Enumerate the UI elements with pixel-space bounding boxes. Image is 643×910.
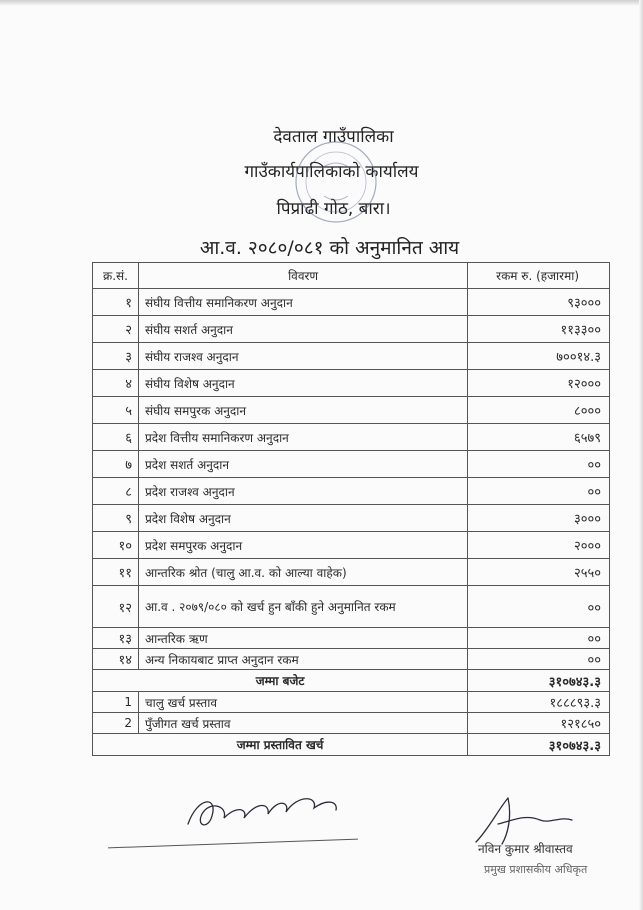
table-row bbox=[93, 316, 610, 343]
column-header-sn: क्र.सं. bbox=[93, 263, 139, 289]
total-budget-label: जम्मा बजेट bbox=[93, 670, 468, 692]
row-sn: १२ bbox=[93, 586, 139, 628]
row-sn: 2 bbox=[93, 713, 139, 734]
signatory-title: प्रमुख प्रशासकीय अधिकृत bbox=[484, 863, 588, 876]
row-description: संघीय राजश्व अनुदान bbox=[138, 343, 467, 370]
row-amount: ६५७९ bbox=[468, 424, 610, 451]
row-amount: २००० bbox=[468, 532, 610, 559]
table-row bbox=[93, 586, 610, 628]
row-sn: 1 bbox=[93, 692, 139, 713]
table-row bbox=[93, 649, 610, 670]
row-description: संघीय वित्तीय समानिकरण अनुदान bbox=[138, 289, 467, 316]
table-row bbox=[93, 478, 610, 505]
row-description: पुँजीगत खर्च प्रस्ताव bbox=[138, 713, 467, 734]
row-description: संघीय सशर्त अनुदान bbox=[138, 316, 467, 343]
row-description: आन्तरिक ऋण bbox=[138, 628, 467, 649]
row-amount: ७००१४.३ bbox=[468, 343, 610, 370]
row-description: प्रदेश वित्तीय समानिकरण अनुदान bbox=[138, 424, 467, 451]
row-description: प्रदेश विशेष अनुदान bbox=[138, 505, 467, 532]
table-row bbox=[93, 451, 610, 478]
row-sn: ११ bbox=[93, 559, 139, 586]
row-sn: ९ bbox=[93, 505, 139, 532]
handwritten-signature bbox=[178, 786, 348, 836]
row-amount: ०० bbox=[468, 628, 610, 649]
row-description: आ.व . २०७९/०८० को खर्च हुन बाँकी हुने अनुमानित रकम bbox=[138, 586, 467, 628]
municipality-name: देवताल गाउँपालिका bbox=[273, 127, 394, 147]
row-sn: ३ bbox=[93, 343, 139, 370]
column-header-description: विवरण bbox=[138, 263, 467, 289]
row-description: प्रदेश राजश्व अनुदान bbox=[138, 478, 467, 505]
total-proposed-row bbox=[93, 734, 610, 756]
row-sn: १३ bbox=[93, 628, 139, 649]
total-proposed-label: जम्मा प्रस्तावित खर्च bbox=[93, 734, 468, 756]
row-sn: २ bbox=[93, 316, 139, 343]
table-row bbox=[93, 692, 610, 713]
row-description: अन्य निकायबाट प्राप्त अनुदान रकम bbox=[138, 649, 467, 670]
row-amount: ०० bbox=[468, 478, 610, 505]
document-title: आ.व. २०८०/०८१ को अनुमानित आय bbox=[199, 237, 460, 259]
table-row bbox=[93, 713, 610, 734]
office-name: गाउँकार्यपालिकाको कार्यालय bbox=[244, 162, 419, 182]
total-budget-row bbox=[93, 670, 610, 692]
row-sn: ४ bbox=[93, 370, 139, 397]
row-sn: १० bbox=[93, 532, 139, 559]
scan-edge bbox=[0, 0, 643, 6]
row-description: प्रदेश समपुरक अनुदान bbox=[138, 532, 467, 559]
row-sn: १४ bbox=[93, 649, 139, 670]
signatory-name: नविन कुमार श्रीवास्तव bbox=[478, 842, 573, 856]
row-amount: ८००० bbox=[468, 397, 610, 424]
table-row bbox=[93, 289, 610, 316]
total-budget-amount: ३१०७४३.३ bbox=[468, 670, 610, 692]
row-amount: ०० bbox=[468, 451, 610, 478]
row-description: प्रदेश सशर्त अनुदान bbox=[138, 451, 467, 478]
signature-line bbox=[108, 839, 358, 849]
row-description: आन्तरिक श्रोत (चालु आ.व. को आल्या वाहेक) bbox=[138, 559, 467, 586]
row-amount: १२१८५० bbox=[468, 713, 610, 734]
row-amount: ११३३०० bbox=[468, 316, 610, 343]
revenue-table bbox=[92, 262, 610, 756]
row-sn: ८ bbox=[93, 478, 139, 505]
office-address: पिप्राढी गोठ, बारा। bbox=[276, 199, 391, 219]
table-header-row bbox=[93, 263, 610, 289]
row-amount: १८८८९३.३ bbox=[468, 692, 610, 713]
row-amount: ०० bbox=[468, 586, 610, 628]
row-sn: १ bbox=[93, 289, 139, 316]
row-sn: ५ bbox=[93, 397, 139, 424]
table-row bbox=[93, 505, 610, 532]
table-row bbox=[93, 370, 610, 397]
row-description: संघीय विशेष अनुदान bbox=[138, 370, 467, 397]
column-header-amount: रकम रु. (हजारमा) bbox=[468, 263, 610, 289]
table-row bbox=[93, 343, 610, 370]
table-row bbox=[93, 628, 610, 649]
row-amount: ३००० bbox=[468, 505, 610, 532]
row-amount: २५५० bbox=[468, 559, 610, 586]
row-amount: १२००० bbox=[468, 370, 610, 397]
row-amount: ०० bbox=[468, 649, 610, 670]
table-row bbox=[93, 559, 610, 586]
row-description: चालु खर्च प्रस्ताव bbox=[138, 692, 467, 713]
table-row bbox=[93, 397, 610, 424]
row-sn: ७ bbox=[93, 451, 139, 478]
row-amount: ९३००० bbox=[468, 289, 610, 316]
row-description: संघीय समपुरक अनुदान bbox=[138, 397, 467, 424]
table-row bbox=[93, 424, 610, 451]
row-sn: ६ bbox=[93, 424, 139, 451]
table-row bbox=[93, 532, 610, 559]
total-proposed-amount: ३१०७४३.३ bbox=[468, 734, 610, 756]
office-stamp bbox=[292, 138, 380, 226]
